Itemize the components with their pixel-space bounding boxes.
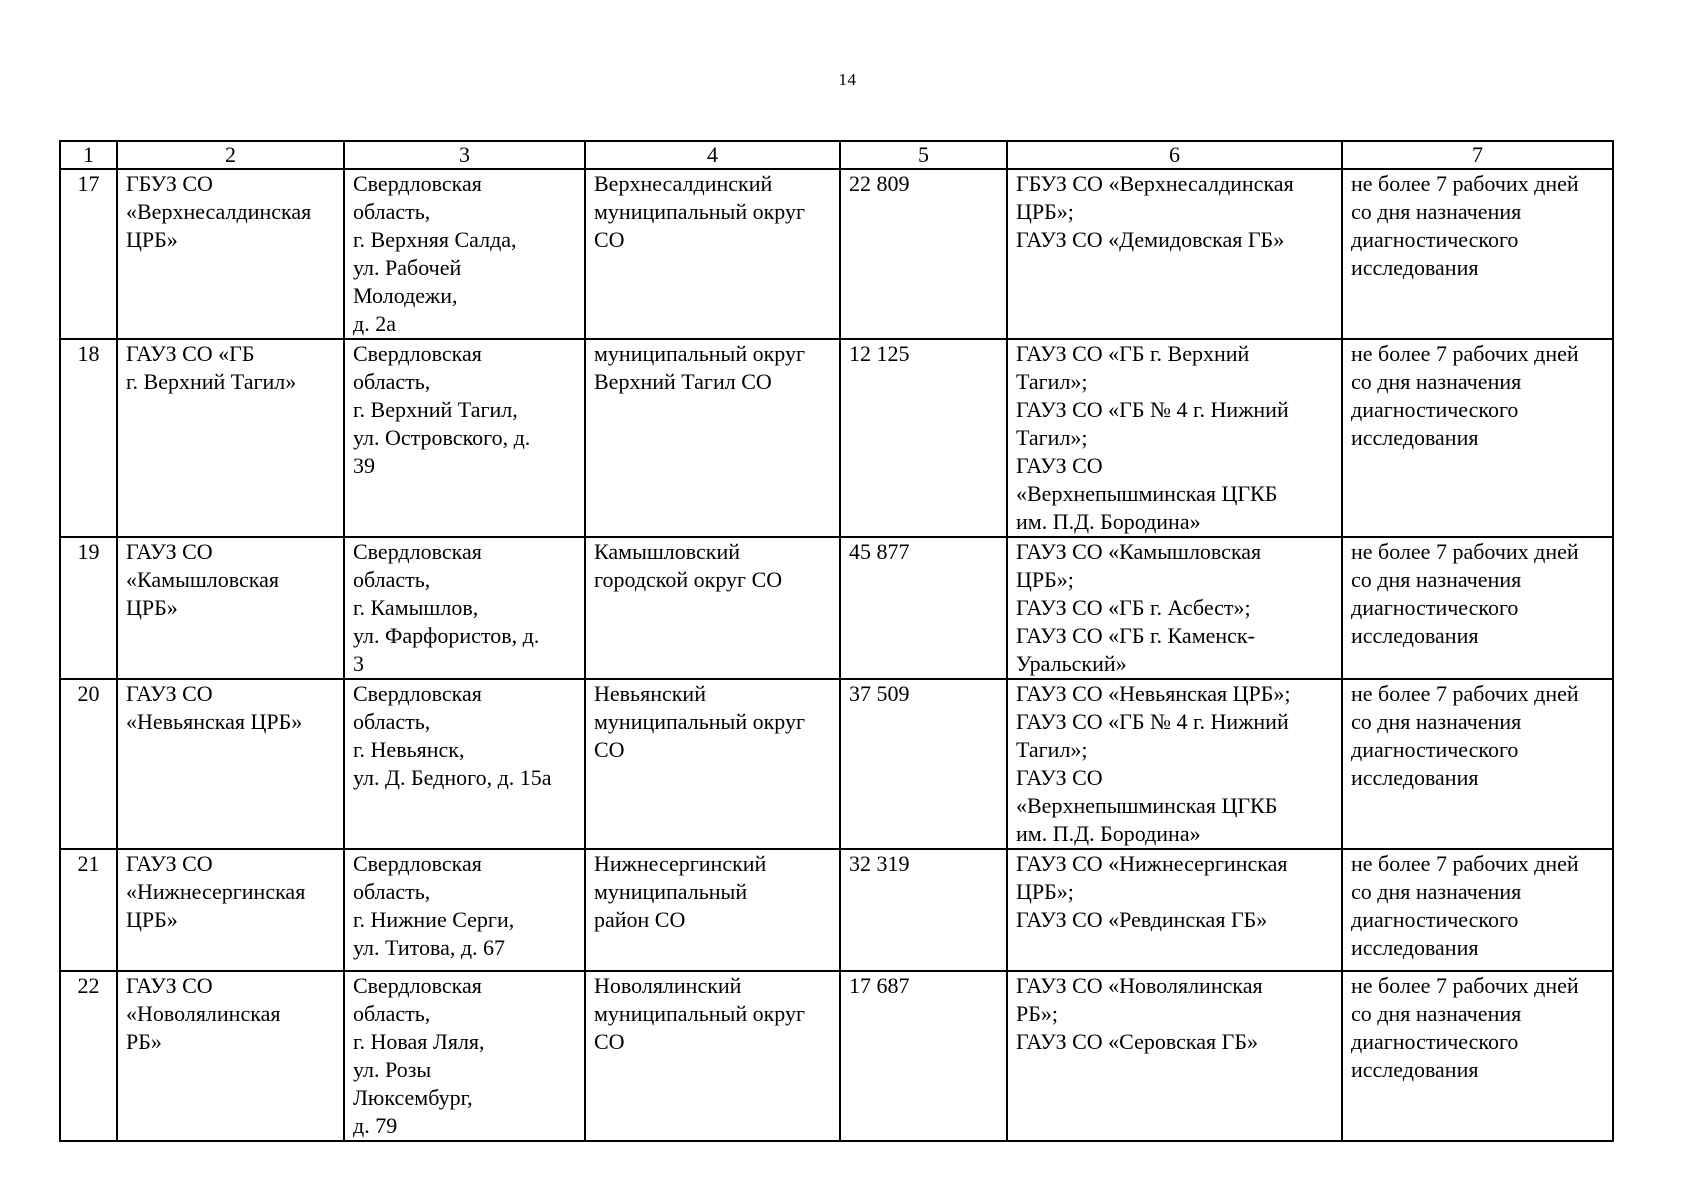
row-number: 19 xyxy=(60,537,117,679)
column-header-1: 1 xyxy=(60,141,117,169)
facilities-table xyxy=(59,140,1614,1142)
column-header-5: 5 xyxy=(840,141,1007,169)
municipal-district: Невьянский муниципальный округ СО xyxy=(585,679,840,849)
organization-name: ГАУЗ СО «ГБ г. Верхний Тагил» xyxy=(117,339,344,537)
row-number: 18 xyxy=(60,339,117,537)
municipal-district: муниципальный округ Верхний Тагил СО xyxy=(585,339,840,537)
row-number: 17 xyxy=(60,169,117,339)
column-header-7: 7 xyxy=(1342,141,1613,169)
population-count: 17 687 xyxy=(840,971,1007,1141)
column-header-2: 2 xyxy=(117,141,344,169)
table-row xyxy=(60,849,1613,971)
row-number: 21 xyxy=(60,849,117,971)
page-number: 14 xyxy=(838,70,857,89)
column-header-3: 3 xyxy=(344,141,585,169)
population-count: 37 509 xyxy=(840,679,1007,849)
table-row xyxy=(60,339,1613,537)
organization-address: Свердловская область, г. Новая Ляля, ул. Розы Люксембург, д. 79 xyxy=(344,971,585,1141)
waiting-term: не более 7 рабочих дней со дня назначения диагностического исследования xyxy=(1342,679,1613,849)
population-count: 12 125 xyxy=(840,339,1007,537)
column-header-4: 4 xyxy=(585,141,840,169)
municipal-district: Новолялинский муниципальный округ СО xyxy=(585,971,840,1141)
table-row xyxy=(60,537,1613,679)
waiting-term: не более 7 рабочих дней со дня назначения диагностического исследования xyxy=(1342,169,1613,339)
attached-facilities: ГАУЗ СО «ГБ г. Верхний Тагил»; ГАУЗ СО «ГБ № 4 г. Нижний Тагил»; ГАУЗ СО «Верхнепышминская ЦГКБ им. П.Д. Бородина» xyxy=(1007,339,1342,537)
municipal-district: Верхнесалдинский муниципальный округ СО xyxy=(585,169,840,339)
table-body xyxy=(60,169,1613,1141)
waiting-term: не более 7 рабочих дней со дня назначения диагностического исследования xyxy=(1342,537,1613,679)
waiting-term: не более 7 рабочих дней со дня назначения диагностического исследования xyxy=(1342,339,1613,537)
header-row xyxy=(60,141,1613,169)
attached-facilities: ГАУЗ СО «Новолялинская РБ»; ГАУЗ СО «Серовская ГБ» xyxy=(1007,971,1342,1141)
organization-address: Свердловская область, г. Верхний Тагил, ул. Островского, д. 39 xyxy=(344,339,585,537)
table-row xyxy=(60,679,1613,849)
row-number: 20 xyxy=(60,679,117,849)
waiting-term: не более 7 рабочих дней со дня назначения диагностического исследования xyxy=(1342,971,1613,1141)
organization-name: ГБУЗ СО «Верхнесалдинская ЦРБ» xyxy=(117,169,344,339)
table-row xyxy=(60,971,1613,1141)
organization-name: ГАУЗ СО «Невьянская ЦРБ» xyxy=(117,679,344,849)
row-number: 22 xyxy=(60,971,117,1141)
attached-facilities: ГАУЗ СО «Нижнесергинская ЦРБ»; ГАУЗ СО «Ревдинская ГБ» xyxy=(1007,849,1342,971)
municipal-district: Нижнесергинский муниципальный район СО xyxy=(585,849,840,971)
population-count: 45 877 xyxy=(840,537,1007,679)
municipal-district: Камышловский городской округ СО xyxy=(585,537,840,679)
column-header-6: 6 xyxy=(1007,141,1342,169)
table-row xyxy=(60,169,1613,339)
organization-address: Свердловская область, г. Камышлов, ул. Фарфористов, д. 3 xyxy=(344,537,585,679)
organization-address: Свердловская область, г. Нижние Серги, ул. Титова, д. 67 xyxy=(344,849,585,971)
organization-name: ГАУЗ СО «Новолялинская РБ» xyxy=(117,971,344,1141)
attached-facilities: ГБУЗ СО «Верхнесалдинская ЦРБ»; ГАУЗ СО «Демидовская ГБ» xyxy=(1007,169,1342,339)
waiting-term: не более 7 рабочих дней со дня назначения диагностического исследования xyxy=(1342,849,1613,971)
population-count: 32 319 xyxy=(840,849,1007,971)
attached-facilities: ГАУЗ СО «Камышловская ЦРБ»; ГАУЗ СО «ГБ г. Асбест»; ГАУЗ СО «ГБ г. Каменск- Уральский» xyxy=(1007,537,1342,679)
population-count: 22 809 xyxy=(840,169,1007,339)
attached-facilities: ГАУЗ СО «Невьянская ЦРБ»; ГАУЗ СО «ГБ № 4 г. Нижний Тагил»; ГАУЗ СО «Верхнепышминская ЦГКБ им. П.Д. Бородина» xyxy=(1007,679,1342,849)
organization-name: ГАУЗ СО «Нижнесергинская ЦРБ» xyxy=(117,849,344,971)
organization-name: ГАУЗ СО «Камышловская ЦРБ» xyxy=(117,537,344,679)
organization-address: Свердловская область, г. Невьянск, ул. Д. Бедного, д. 15а xyxy=(344,679,585,849)
organization-address: Свердловская область, г. Верхняя Салда, ул. Рабочей Молодежи, д. 2а xyxy=(344,169,585,339)
table-header xyxy=(60,141,1613,169)
